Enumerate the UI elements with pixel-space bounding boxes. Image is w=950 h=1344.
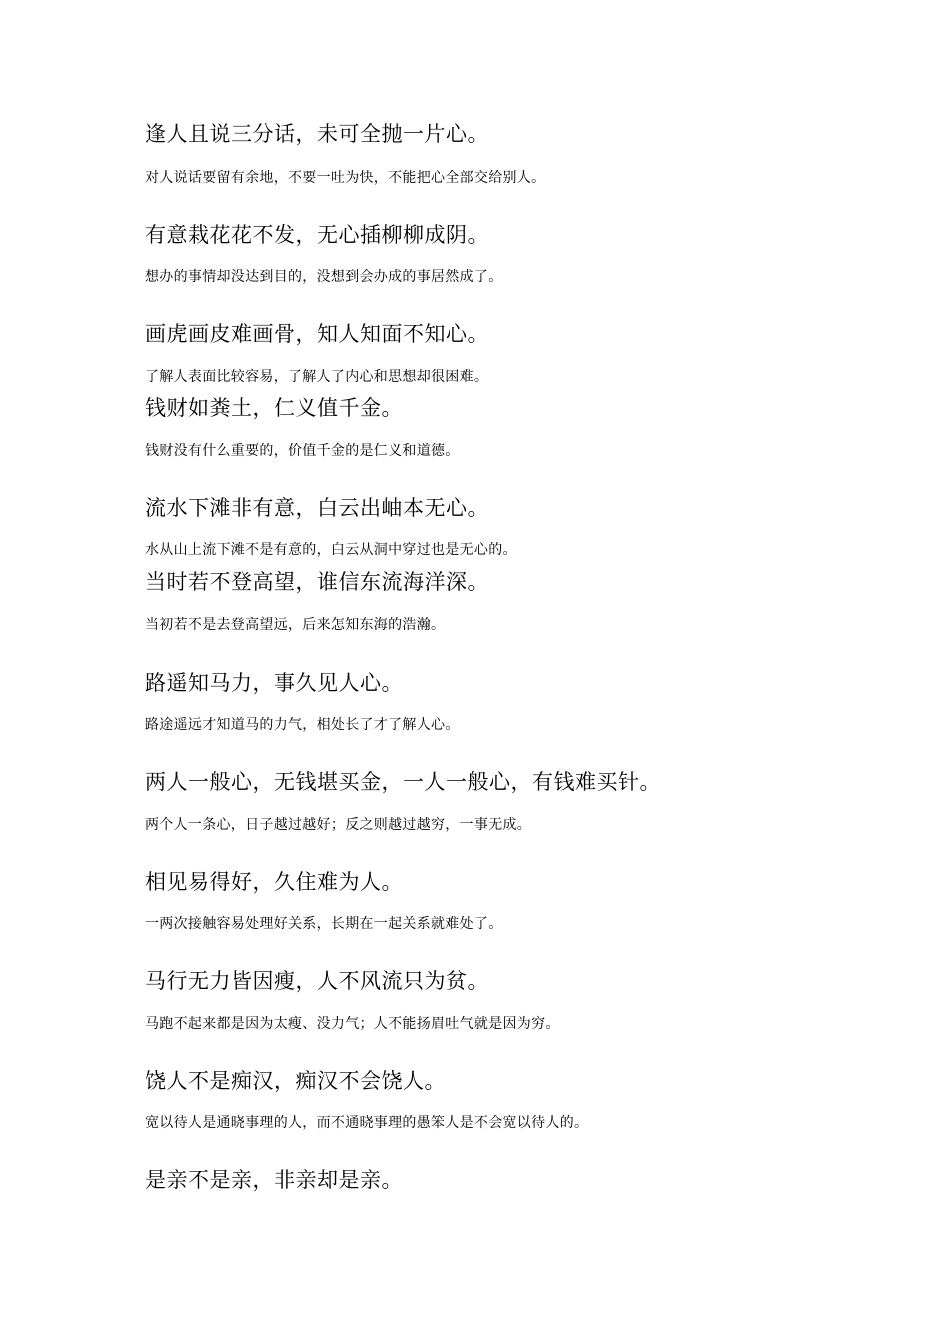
meaning-1: 对人说话要留有余地，不要一吐为快，不能把心全部交给别人。 — [145, 170, 546, 186]
meaning-5: 水从山上流下滩不是有意的，白云从洞中穿过也是无心的。 — [145, 542, 517, 558]
proverb-9: 相见易得好，久住难为人。 — [145, 870, 403, 894]
proverb-7: 路遥知马力，事久见人心。 — [145, 671, 403, 695]
proverb-4: 钱财如粪土，仁义值千金。 — [145, 396, 403, 420]
proverb-3: 画虎画皮难画骨，知人知面不知心。 — [145, 322, 489, 346]
meaning-8: 两个人一条心，日子越过越好；反之则越过越穷，一事无成。 — [145, 817, 532, 833]
meaning-6: 当初若不是去登高望远，后来怎知东海的浩瀚。 — [145, 617, 446, 633]
proverb-11: 饶人不是痴汉，痴汉不会饶人。 — [145, 1069, 446, 1093]
meaning-9: 一两次接触容易处理好关系，长期在一起关系就难处了。 — [145, 916, 503, 932]
meaning-3: 了解人表面比较容易，了解人了内心和思想却很困难。 — [145, 369, 489, 385]
proverb-12: 是亲不是亲，非亲却是亲。 — [145, 1168, 403, 1192]
meaning-4: 钱财没有什么重要的，价值千金的是仁义和道德。 — [145, 443, 460, 459]
proverb-1: 逢人且说三分话，未可全抛一片心。 — [145, 122, 489, 146]
proverb-5: 流水下滩非有意，白云出岫本无心。 — [145, 496, 489, 520]
meaning-2: 想办的事情却没达到目的，没想到会办成的事居然成了。 — [145, 269, 503, 285]
proverb-8: 两人一般心，无钱堪买金，一人一般心，有钱难买针。 — [145, 770, 661, 794]
proverb-10: 马行无力皆因瘦，人不风流只为贫。 — [145, 969, 489, 993]
meaning-11: 宽以待人是通晓事理的人，而不通晓事理的愚笨人是不会宽以待人的。 — [145, 1115, 589, 1131]
meaning-10: 马跑不起来都是因为太瘦、没力气；人不能扬眉吐气就是因为穷。 — [145, 1016, 560, 1032]
proverb-2: 有意栽花花不发，无心插柳柳成阴。 — [145, 223, 489, 247]
meaning-7: 路途遥远才知道马的力气，相处长了才了解人心。 — [145, 717, 460, 733]
proverb-6: 当时若不登高望，谁信东流海洋深。 — [145, 570, 489, 594]
